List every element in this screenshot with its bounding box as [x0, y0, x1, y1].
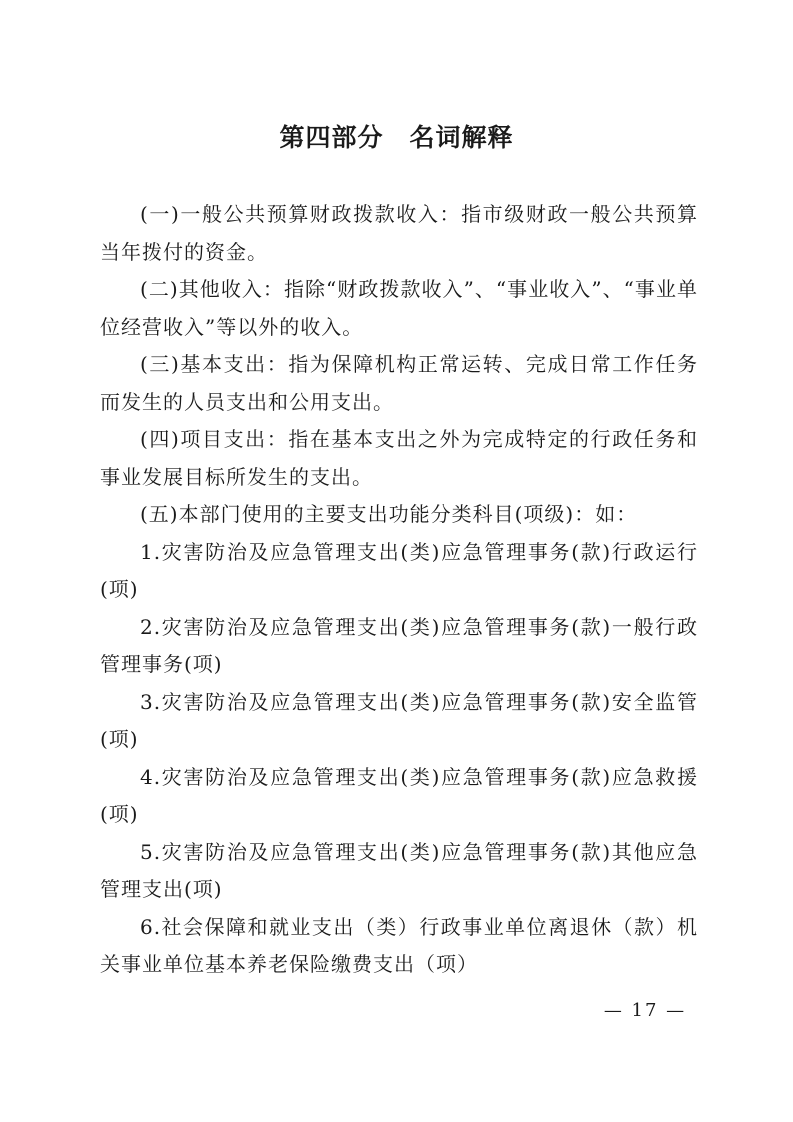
page-number: — 17 —: [603, 1000, 687, 1021]
list-item: 3.灾害防治及应急管理支出(类)应急管理事务(款)安全监管(项): [100, 689, 698, 751]
list-item: 1.灾害防治及应急管理支出(类)应急管理事务(款)行政运行(项): [100, 539, 698, 601]
paragraph-functional-classification: (五)本部门使用的主要支出功能分类科目(项级)：如：: [140, 502, 638, 526]
list-item: 6.社会保障和就业支出（类）行政事业单位离退休（款）机关事业单位基本养老保险缴费支出（项）: [100, 914, 698, 976]
list-item: 5.灾害防治及应急管理支出(类)应急管理事务(款)其他应急管理支出(项): [100, 839, 698, 901]
list-item: 2.灾害防治及应急管理支出(类)应急管理事务(款)一般行政管理事务(项): [100, 614, 698, 676]
document-body: [100, 196, 698, 984]
list-item: 4.灾害防治及应急管理支出(类)应急管理事务(款)应急救援(项): [100, 764, 698, 826]
paragraph-other-revenue: (二)其他收入：指除“财政拨款收入”、“事业收入”、“事业单位经营收入”等以外的收入。: [100, 277, 698, 339]
paragraph-basic-expenditure: (三)基本支出：指为保障机构正常运转、完成日常工作任务而发生的人员支出和公用支出。: [100, 352, 698, 414]
paragraph-general-budget-revenue: (一)一般公共预算财政拨款收入：指市级财政一般公共预算当年拨付的资金。: [100, 202, 698, 264]
paragraph-project-expenditure: (四)项目支出：指在基本支出之外为完成特定的行政任务和事业发展目标所发生的支出。: [100, 427, 698, 489]
page-title: 第四部分 名词解释: [279, 123, 514, 152]
